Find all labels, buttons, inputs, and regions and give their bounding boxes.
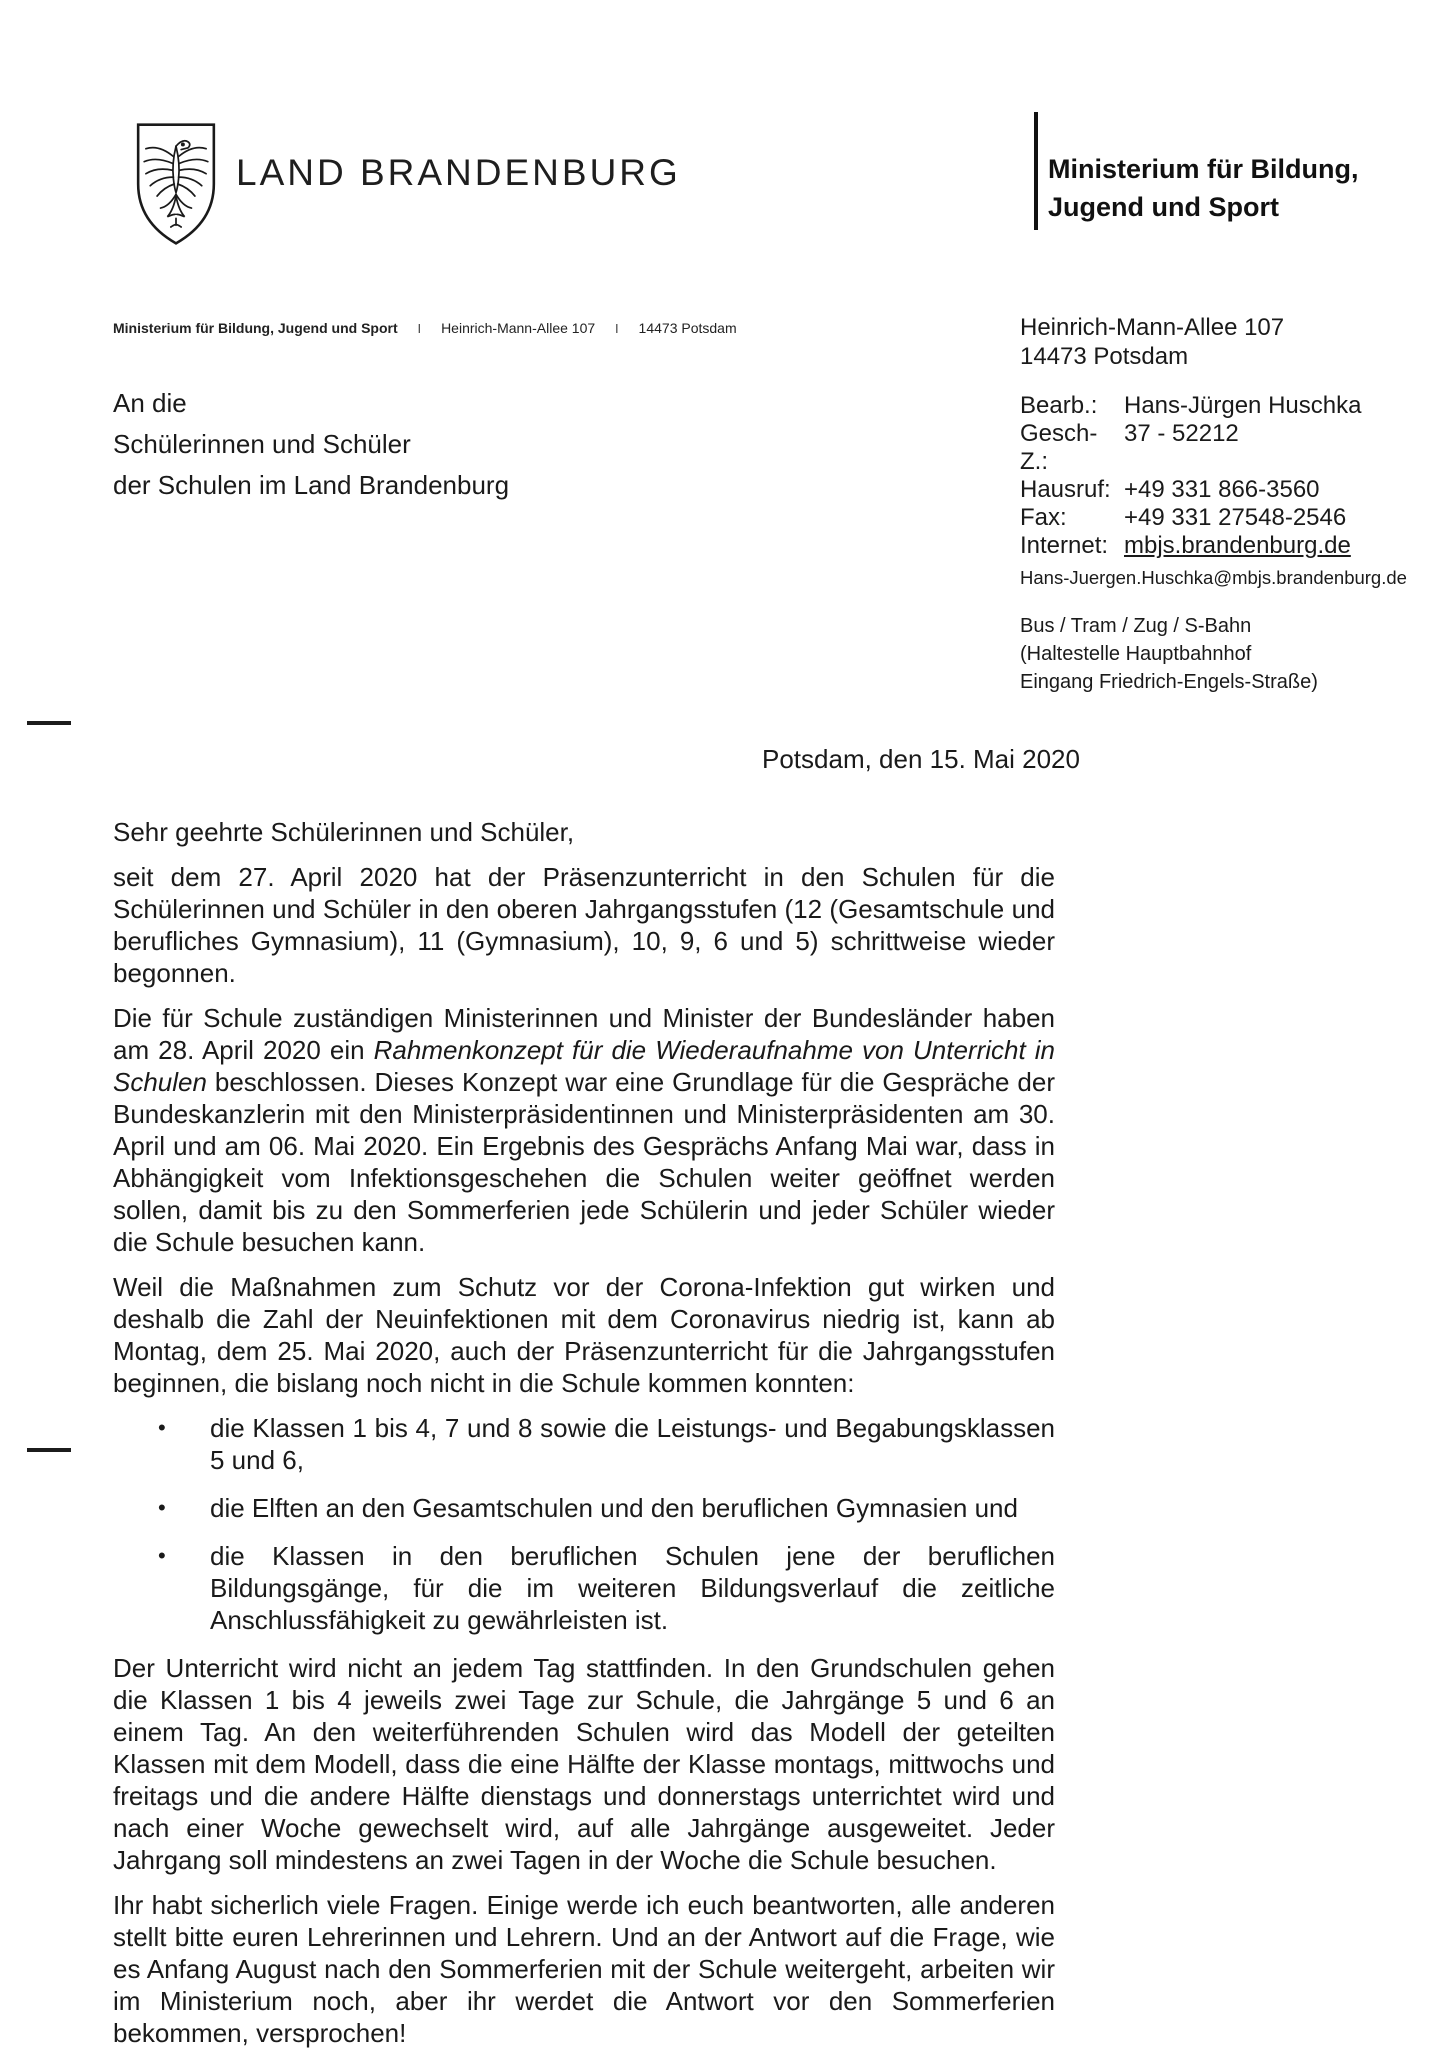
contact-row-geschaeftszeichen <box>1020 420 1410 476</box>
recipient-line: An die <box>113 388 187 418</box>
contact-row-internet <box>1020 532 1410 560</box>
return-city: 14473 Potsdam <box>638 320 737 336</box>
contact-value: +49 331 27548-2546 <box>1124 504 1347 531</box>
land-brandenburg-wordmark: LAND BRANDENBURG <box>236 152 681 193</box>
contact-street: Heinrich-Mann-Allee 107 <box>1020 314 1285 341</box>
contact-city: 14473 Potsdam <box>1020 343 1189 370</box>
ministry-name <box>1048 150 1408 226</box>
bullet-item-3 <box>158 1540 1055 1636</box>
paragraph-2-italic-title: Rahmenkonzept für die Wiederaufnahme von Unterricht in Schulen <box>113 1035 1055 1097</box>
bullet-icon: • <box>158 1543 166 1568</box>
return-sender: Ministerium für Bildung, Jugend und Sport <box>113 320 398 336</box>
contact-label: Fax: <box>1020 504 1067 531</box>
recipient-line: der Schulen im Land Brandenburg <box>113 470 510 500</box>
return-separator: I <box>417 321 422 336</box>
ministry-name-line2: Jugend und Sport <box>1048 192 1279 222</box>
contact-rows <box>1020 392 1410 560</box>
date-line: Potsdam, den 15. Mai 2020 <box>762 744 1080 774</box>
bullet-text: die Klassen 1 bis 4, 7 und 8 sowie die Leistungs- und Begabungsklassen 5 und 6, <box>210 1413 1055 1475</box>
bullet-item-2 <box>158 1492 1055 1524</box>
paragraph-4: Der Unterricht wird nicht an jedem Tag stattfinden. In den Grundschulen gehen die Klassen 1 bis 4 jeweils zwei Tage zur Schule, die Jahrgänge 5 und 6 an einem Tag. An den weiterführenden Schulen wird das Modell der geteilten Klassen mit dem Modell, dass die eine Hälfte der Klasse montags, mittwochs und freitags und die andere Hälfte dienstags und donnerstags unterrichtet wird und nach einer Woche gewechselt wird, auf alle Jahrgänge ausgeweitet. Jeder Jahrgang soll mindestens an zwei Tagen in der Woche die Schule besuchen. <box>113 1653 1055 1875</box>
return-street: Heinrich-Mann-Allee 107 <box>441 320 596 336</box>
transit-line: Eingang Friedrich-Engels-Straße) <box>1020 671 1318 693</box>
contact-label: Bearb.: <box>1020 392 1098 419</box>
recipient-line: Schülerinnen und Schüler <box>113 429 411 459</box>
contact-value: Hans-Jürgen Huschka <box>1124 392 1362 419</box>
bullet-text: die Klassen in den beruflichen Schulen jene der beruflichen Bildungsgänge, für die im weiteren Bildungsverlauf die zeitliche Anschlussfähigkeit zu gewährleisten ist. <box>210 1541 1055 1635</box>
paragraph-2-pre: Die für Schule zuständigen Ministerinnen und Minister der Bundesländer haben am 28. April 2020 ein <box>113 1003 1055 1065</box>
return-address-line <box>113 320 737 336</box>
contact-row-fax <box>1020 504 1410 532</box>
paragraph-2 <box>113 1002 1055 1258</box>
paragraph-2-post: beschlossen. Dieses Konzept war eine Grundlage für die Gespräche der Bundeskanzlerin mit den Ministerpräsidentinnen und Ministerpräsidenten am 30. April und am 06. Mai 2020. Ein Ergebnis des Gesprächs Anfang Mai war, dass in Abhängigkeit vom Infektionsgeschehen die Schulen weiter geöffnet werden sollen, damit bis zu den Sommerferien jede Schülerin und jeder Schüler wieder die Schule besuchen kann. <box>113 1067 1055 1257</box>
ministry-name-line1: Ministerium für Bildung, <box>1048 154 1359 184</box>
contact-block <box>1020 313 1410 696</box>
bullet-icon: • <box>158 1495 166 1520</box>
bullet-item-1 <box>158 1412 1055 1476</box>
brandenburg-eagle-icon <box>133 120 219 253</box>
contact-label: Hausruf: <box>1020 476 1111 503</box>
transit-line: Bus / Tram / Zug / S-Bahn <box>1020 615 1252 637</box>
paragraph-3: Weil die Maßnahmen zum Schutz vor der Corona-Infektion gut wirken und deshalb die Zahl der Neuinfektionen mit dem Coronavirus niedrig ist, kann ab Montag, dem 25. Mai 2020, auch der Präsenzunterricht für die Jahrgangsstufen beginnen, die bislang noch nicht in die Schule kommen konnten: <box>113 1272 1055 1398</box>
contact-row-hausruf <box>1020 476 1410 504</box>
contact-label: Internet: <box>1020 532 1109 559</box>
contact-row-bearbeiter <box>1020 392 1410 420</box>
transit-line: (Haltestelle Hauptbahnhof <box>1020 643 1252 665</box>
recipient-address <box>113 383 509 506</box>
salutation: Sehr geehrte Schülerinnen und Schüler, <box>113 817 575 847</box>
contact-value: 37 - 52212 <box>1124 420 1239 447</box>
return-separator: I <box>615 321 619 336</box>
ministry-divider-bar <box>1034 112 1038 230</box>
contact-label: Gesch-Z.: <box>1020 420 1098 475</box>
transit-note <box>1020 612 1410 696</box>
bullet-icon: • <box>158 1415 166 1440</box>
fold-mark-bottom <box>27 1448 71 1452</box>
paragraph-1: seit dem 27. April 2020 hat der Präsenzunterricht in den Schulen für die Schülerinnen und Schüler in den oberen Jahrgangsstufen (12 (Gesamtschule und berufliches Gymnasium), 11 (Gymnasium), 10, 9, 6 und 5) schrittweise wieder begonnen. <box>113 862 1055 988</box>
bullet-list <box>113 1412 1055 1636</box>
letter-body <box>113 816 1055 2048</box>
bullet-text: die Elften an den Gesamtschulen und den beruflichen Gymnasien und <box>210 1493 1018 1523</box>
contact-email: Hans-Juergen.Huschka@mbjs.brandenburg.de <box>1020 567 1407 588</box>
paragraph-5: Ihr habt sicherlich viele Fragen. Einige werde ich euch beantworten, alle anderen stellt bitte euren Lehrerinnen und Lehrern. Und an der Antwort auf die Frage, wie es Anfang August nach den Sommerferien mit der Schule weitergeht, arbeiten wir im Ministerium noch, aber ihr werdet die Antwort vor den Sommerferien bekommen, versprochen! <box>113 1890 1055 2048</box>
internet-address: mbjs.brandenburg.de <box>1124 532 1351 559</box>
contact-value: +49 331 866-3560 <box>1124 476 1320 503</box>
fold-mark-top <box>27 721 71 725</box>
